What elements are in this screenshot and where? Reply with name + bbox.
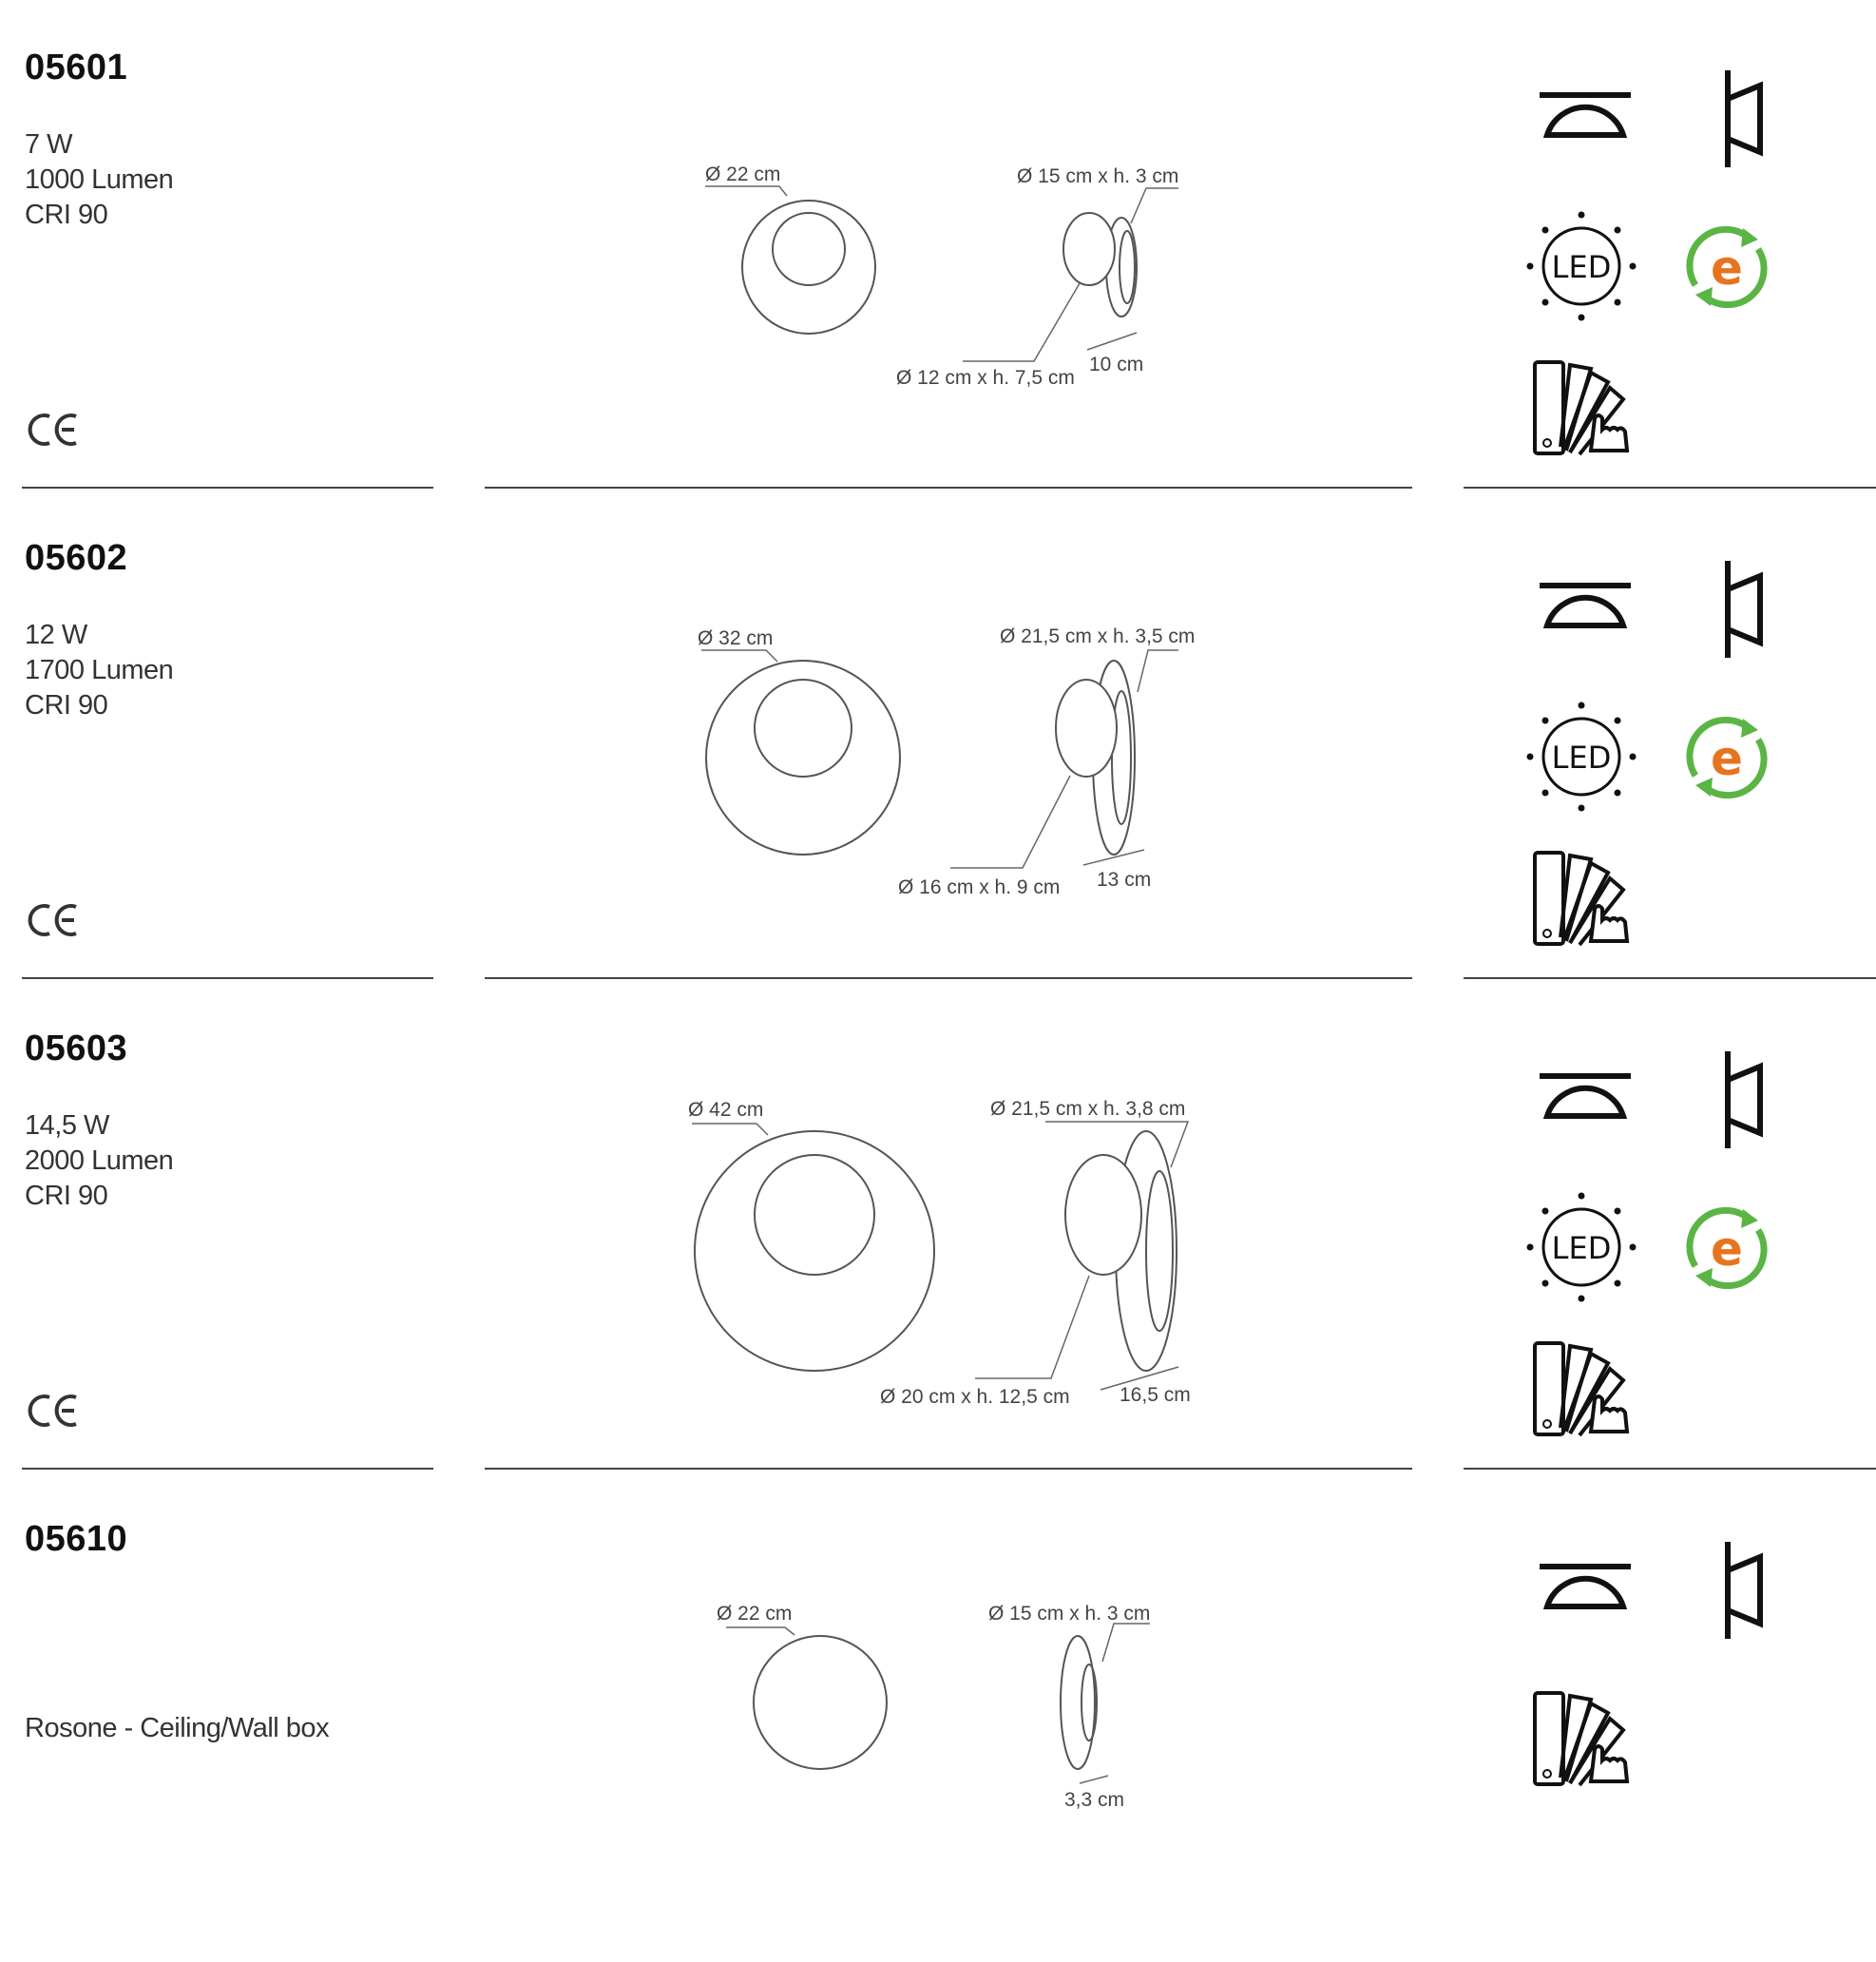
dim-front-diameter: Ø 42 cm <box>688 1099 764 1121</box>
dim-front-diameter: Ø 22 cm <box>705 164 781 185</box>
spec-lumen: 1000 Lumen <box>25 164 174 195</box>
energy-efficiency-icon <box>1684 717 1770 798</box>
spec-cri: CRI 90 <box>25 690 108 721</box>
spec-lumen: 2000 Lumen <box>25 1145 174 1176</box>
product-05601 <box>0 0 1876 490</box>
led-icon <box>1524 700 1638 814</box>
front-view-outer <box>706 661 900 855</box>
svg-text:LED: LED <box>1551 249 1612 285</box>
ceiling-mount-icon <box>1538 1559 1633 1616</box>
dim-front-diameter: Ø 22 cm <box>717 1603 793 1625</box>
svg-text:e: e <box>1711 1221 1743 1277</box>
dim-dome: Ø 16 cm x h. 9 cm <box>898 876 1061 898</box>
color-options-icon <box>1532 850 1638 949</box>
svg-text:LED: LED <box>1551 1230 1612 1266</box>
spec-power: 7 W <box>25 129 73 160</box>
side-view-dome <box>1065 1155 1141 1275</box>
product-code: 05603 <box>25 1029 128 1068</box>
svg-text:LED: LED <box>1551 740 1612 776</box>
led-icon <box>1524 209 1638 323</box>
front-view-inner <box>773 213 845 285</box>
wall-mount-icon <box>1722 70 1770 167</box>
row-divider <box>22 977 433 979</box>
dim-plate: Ø 15 cm x h. 3 cm <box>988 1603 1151 1625</box>
product-code: 05602 <box>25 538 128 578</box>
wall-mount-icon <box>1722 1542 1770 1639</box>
energy-efficiency-icon <box>1684 1207 1770 1289</box>
ceiling-mount-icon <box>1538 1068 1633 1125</box>
wall-mount-icon <box>1722 561 1770 658</box>
product-05603 <box>0 981 1876 1472</box>
dim-depth: 10 cm <box>1089 354 1144 375</box>
dim-plate: Ø 15 cm x h. 3 cm <box>1017 165 1179 187</box>
product-code: 05601 <box>25 48 128 87</box>
row-divider <box>22 487 433 489</box>
row-divider <box>1464 487 1876 489</box>
product-05602 <box>0 490 1876 981</box>
dim-plate: Ø 21,5 cm x h. 3,5 cm <box>1000 625 1196 647</box>
ceiling-mount-icon <box>1538 87 1633 144</box>
row-divider <box>485 487 1412 489</box>
row-divider <box>485 1468 1412 1470</box>
side-view-dome <box>1063 213 1115 285</box>
dim-depth: 3,3 cm <box>1064 1789 1125 1811</box>
dim-depth: 13 cm <box>1097 869 1152 891</box>
color-options-icon <box>1532 359 1638 458</box>
svg-text:e: e <box>1711 240 1743 296</box>
spec-cri: CRI 90 <box>25 1181 108 1211</box>
dim-dome: Ø 12 cm x h. 7,5 cm <box>896 367 1075 389</box>
row-divider <box>1464 977 1876 979</box>
color-options-icon <box>1532 1690 1638 1789</box>
dim-dome: Ø 20 cm x h. 12,5 cm <box>880 1386 1070 1408</box>
energy-efficiency-icon <box>1684 226 1770 308</box>
front-view-inner <box>755 1155 874 1275</box>
wall-mount-icon <box>1722 1051 1770 1148</box>
dim-plate: Ø 21,5 cm x h. 3,8 cm <box>990 1098 1186 1120</box>
product-code: 05610 <box>25 1519 128 1559</box>
dim-depth: 16,5 cm <box>1120 1384 1191 1406</box>
side-view-plate <box>1061 1636 1095 1769</box>
row-divider <box>1464 1468 1876 1470</box>
row-divider <box>485 977 1412 979</box>
product-05610 <box>0 1472 1876 1962</box>
front-view-outer <box>695 1131 934 1371</box>
row-divider <box>22 1468 433 1470</box>
side-view-dome <box>1056 680 1117 777</box>
svg-text:e: e <box>1711 731 1743 786</box>
front-view-inner <box>755 680 852 777</box>
ceiling-mount-icon <box>1538 578 1633 635</box>
front-view-outer <box>754 1636 887 1769</box>
product-description: Rosone - Ceiling/Wall box <box>25 1713 330 1743</box>
dim-front-diameter: Ø 32 cm <box>698 627 774 649</box>
spec-cri: CRI 90 <box>25 200 108 230</box>
led-icon <box>1524 1190 1638 1304</box>
front-view-outer <box>742 201 875 334</box>
spec-power: 14,5 W <box>25 1110 109 1141</box>
color-options-icon <box>1532 1340 1638 1439</box>
spec-power: 12 W <box>25 620 87 650</box>
spec-lumen: 1700 Lumen <box>25 655 174 685</box>
